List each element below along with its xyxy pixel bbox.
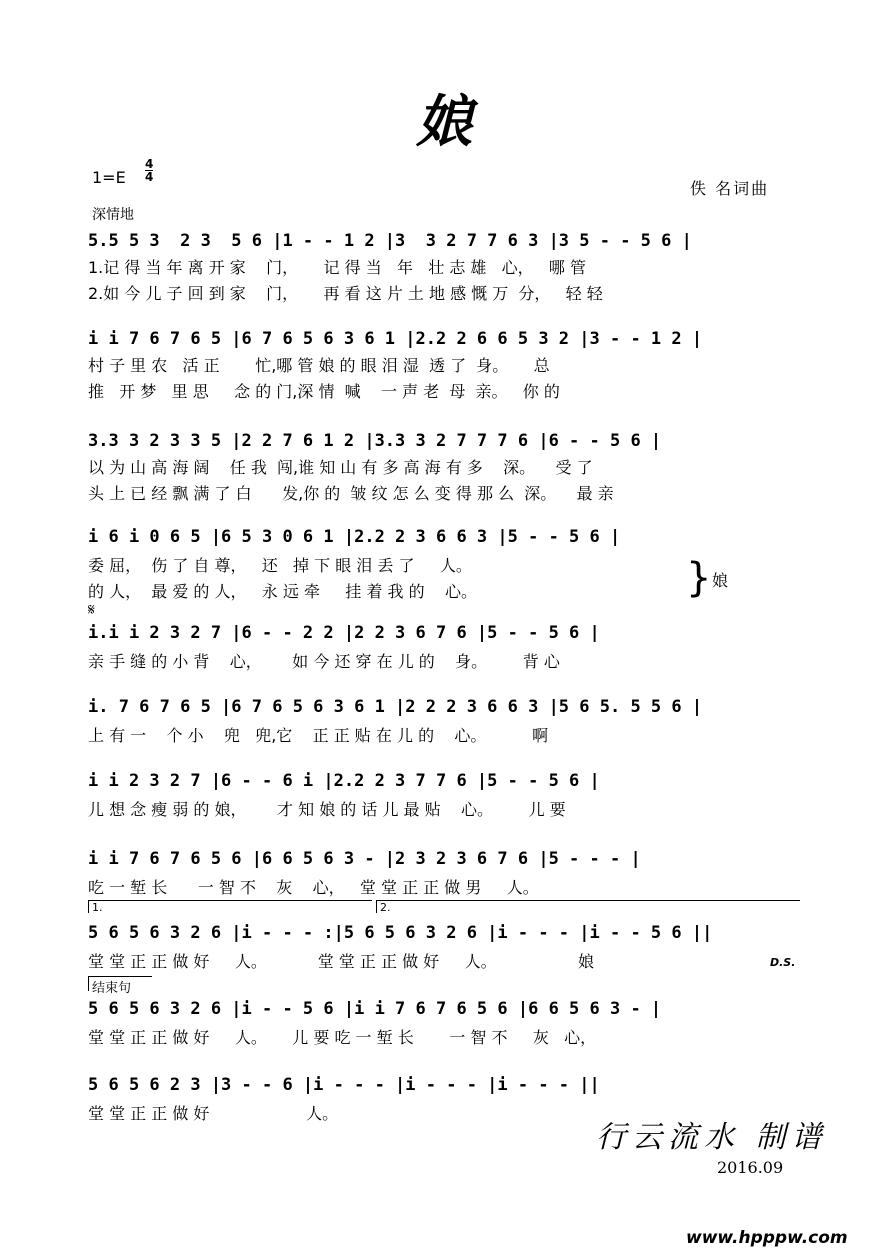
ending-label: 结束句 [88,976,152,991]
lyric-row: 吃 一 堑 长 一 智 不 灰 心， 堂 堂 正 正 做 男 人。 [88,878,539,897]
notes-row: 3.3 3 2 3 3 5 |2 2 7 6 1 2 |3.3 3 2 7 7 7 6 |6 - - 5 6 | [88,431,662,451]
lyric-row: 委 屈， 伤 了 自 尊， 还 掉 下 眼 泪 丢 了 人。 [88,556,472,575]
time-top: 4 [145,157,154,171]
volta-2: 2. [376,900,800,913]
notes-row: 5 6 5 6 3 2 6 |i - - - :|5 6 5 6 3 2 6 |i - - - |i - - 5 6 || [88,923,713,943]
lyric-row: 的 人， 最 爱 的 人， 永 远 牵 挂 着 我 的 心。 [88,582,477,601]
time-bottom: 4 [145,170,154,184]
notes-row: 5 6 5 6 3 2 6 |i - - 5 6 |i i 7 6 7 6 5 6 |6 6 5 6 3 - | [88,999,662,1019]
time-signature [145,158,153,183]
lyric-row: 1.记 得 当 年 离 开 家 门， 记 得 当 年 壮 志 雄 心， 哪 管 [88,258,587,277]
brace-icon: } [686,555,712,601]
lyric-row: 堂 堂 正 正 做 好 人。 [88,1104,339,1123]
notes-row: i.i i 2 3 2 7 |6 - - 2 2 |2 2 3 6 7 6 |5 - - 5 6 | [88,623,600,643]
lyric-row: 亲 手 缝 的 小 背 心， 如 今 还 穿 在 儿 的 身。 背 心 [88,652,560,671]
lyric-row: 村 子 里 农 活 正 忙,哪 管 娘 的 眼 泪 湿 透 了 身。 总 [88,356,550,375]
lyric-row: 堂 堂 正 正 做 好 人。 堂 堂 正 正 做 好 人。 娘 [88,952,594,971]
notes-row: 5 6 5 6 2 3 |3 - - 6 |i - - - |i - - - |i - - - || [88,1075,600,1095]
notes-row: 5.5 5 3 2 3 5 6 |1 - - 1 2 |3 3 2 7 7 6 3 |3 5 - - 5 6 | [88,231,692,251]
tempo-marking: 深情地 [92,207,134,223]
notes-row: i 6 i 0 6 5 |6 5 3 0 6 1 |2.2 2 3 6 6 3 |5 - - 5 6 | [88,527,621,547]
lyric-row: 上 有 一 个 小 兜 兜,它 正 正 贴 在 儿 的 心。 啊 [88,726,549,745]
notes-row: i i 7 6 7 6 5 |6 7 6 5 6 3 6 1 |2.2 2 6 6 5 3 2 |3 - - 1 2 | [88,329,703,349]
lyric-row: 头 上 已 经 飘 满 了 白 发,你 的 皱 纹 怎 么 变 得 那 么 深。 最 亲 [88,484,614,503]
notes-row: i. 7 6 7 6 5 |6 7 6 5 6 3 6 1 |2 2 2 3 6 6 3 |5 6 5. 5 5 6 | [88,697,703,717]
segno-icon: 𝄋 [88,600,95,619]
notes-row: i i 2 3 2 7 |6 - - 6 i |2.2 2 3 7 7 6 |5 - - 5 6 | [88,771,600,791]
key-signature: 1=E [92,168,126,187]
signature: 行云流水 制谱 [596,1120,828,1155]
lyric-row: 以 为 山 高 海 阔 任 我 闯,谁 知 山 有 多 高 海 有 多 深。 受 了 [88,458,593,477]
volta-1: 1. [88,900,372,913]
date: 2016.09 [717,1158,784,1177]
credit: 佚 名词曲 [690,179,770,198]
niang-label: 娘 [712,571,729,590]
lyric-row: 2.如 今 儿 子 回 到 家 门， 再 看 这 片 土 地 感 慨 万 分， 轻 轻 [88,284,603,303]
ds-marking: D.S. [770,956,796,969]
notes-row: i i 7 6 7 6 5 6 |6 6 5 6 3 - |2 3 2 3 6 7 6 |5 - - - | [88,849,641,869]
lyric-row: 堂 堂 正 正 做 好 人。 儿 要 吃 一 堑 长 一 智 不 灰 心， [88,1028,597,1047]
website-watermark: www.hpppw.com [686,1228,848,1248]
song-title: 娘 [416,89,472,155]
lyric-row: 儿 想 念 瘦 弱 的 娘， 才 知 娘 的 话 儿 最 贴 心。 儿 要 [88,800,566,819]
lyric-row: 推 开 梦 里 思 念 的 门,深 情 喊 一 声 老 母 亲。 你 的 [88,382,560,401]
